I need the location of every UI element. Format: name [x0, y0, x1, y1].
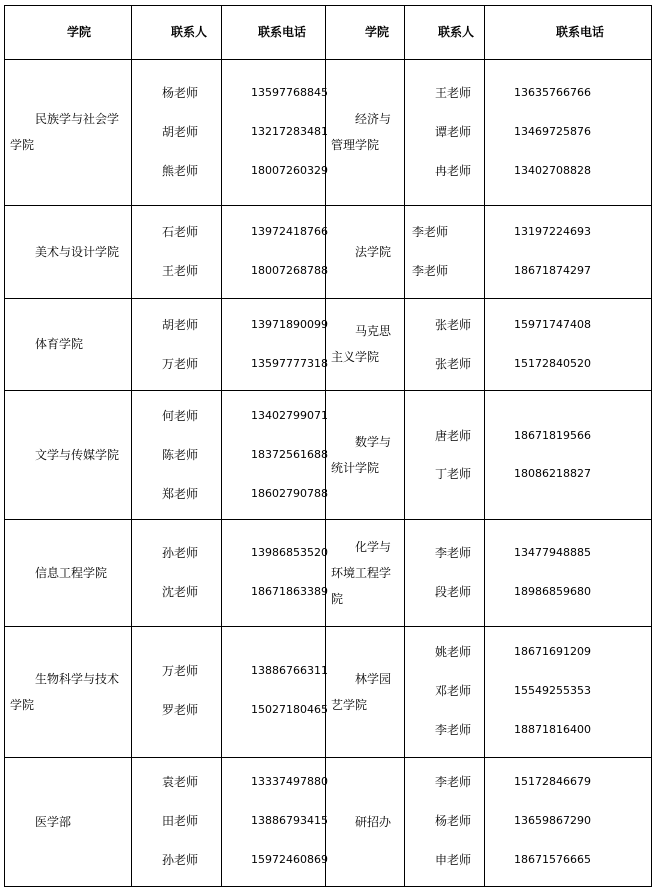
row-rule-5 [4, 519, 652, 520]
row-rule-3 [4, 298, 652, 299]
row-rule-6 [4, 626, 652, 627]
col-rule-4 [404, 5, 405, 887]
contact-name: 万老师 [162, 664, 199, 678]
row-rule-8 [4, 886, 652, 887]
col-rule-2 [221, 5, 222, 887]
contact-name: 孙老师 [162, 546, 199, 560]
header-college-right: 学院 [365, 25, 390, 39]
contact-name: 丁老师 [435, 467, 472, 481]
contact-name: 李老师 [412, 264, 449, 278]
contact-name: 石老师 [162, 225, 199, 239]
contact-name: 杨老师 [162, 86, 199, 100]
contact-phone: 13337497880 [251, 775, 328, 788]
contact-phone: 15971747408 [514, 318, 591, 331]
college-name: 研招办 [355, 814, 392, 829]
row-rule-2 [4, 205, 652, 206]
contact-phone: 18007268788 [251, 264, 328, 277]
header-contact-right: 联系人 [438, 25, 475, 39]
contact-phone: 15027180465 [251, 703, 328, 716]
college-name: 经济与 [355, 112, 392, 126]
header-contact: 联系人 [171, 25, 208, 39]
contact-name: 王老师 [162, 264, 199, 278]
contact-phone: 15172846679 [514, 775, 591, 788]
college-name: 院 [331, 591, 344, 606]
college-name: 美术与设计学院 [35, 244, 120, 259]
contact-phone: 13886793415 [251, 814, 328, 827]
contact-name: 谭老师 [435, 125, 472, 139]
college-name: 化学与 [355, 539, 392, 554]
college-name: 数学与 [355, 434, 392, 449]
contact-name: 姚老师 [435, 645, 472, 659]
contact-phone: 13217283481 [251, 125, 328, 138]
contact-phone: 13402708828 [514, 164, 591, 177]
contact-name: 陈老师 [162, 448, 199, 462]
contact-phone: 15972460869 [251, 853, 328, 866]
header-phone-right: 联系电话 [556, 25, 605, 39]
college-name: 文学与传媒学院 [35, 447, 120, 462]
contact-phone: 13886766311 [251, 664, 328, 677]
col-rule-0 [4, 5, 5, 887]
contact-phone: 18871816400 [514, 723, 591, 736]
contact-name: 李老师 [435, 723, 472, 737]
contact-name: 万老师 [162, 357, 199, 371]
contact-phone: 18671863389 [251, 585, 328, 598]
college-name: 医学部 [35, 814, 72, 829]
contact-name: 唐老师 [435, 429, 472, 443]
college-name: 管理学院 [331, 138, 380, 152]
contact-phone: 18602790788 [251, 487, 328, 500]
college-name: 马克思 [355, 324, 392, 338]
contact-phone: 15172840520 [514, 357, 591, 370]
contact-phone: 13477948885 [514, 546, 591, 559]
contact-phone: 13197224693 [514, 225, 591, 238]
contact-phone: 18671576665 [514, 853, 591, 866]
contact-phone: 13986853520 [251, 546, 328, 559]
contact-name: 张老师 [435, 357, 472, 371]
contact-name: 孙老师 [162, 853, 199, 867]
college-name: 民族学与社会学 [35, 112, 120, 126]
contact-phone: 13972418766 [251, 225, 328, 238]
college-name: 体育学院 [35, 337, 84, 351]
contact-name: 郑老师 [162, 487, 199, 501]
header-phone: 联系电话 [258, 25, 307, 39]
contact-phone: 13597768845 [251, 86, 328, 99]
contact-phone: 18671874297 [514, 264, 591, 277]
col-rule-6 [651, 5, 652, 887]
contact-phone: 13469725876 [514, 125, 591, 138]
row-rule-0 [4, 5, 652, 6]
contact-phone: 13659867290 [514, 814, 591, 827]
contact-name: 何老师 [162, 409, 199, 423]
college-name: 艺学院 [331, 697, 368, 712]
contact-name: 袁老师 [162, 775, 199, 789]
row-rule-4 [4, 390, 652, 391]
contact-name: 张老师 [435, 318, 472, 332]
college-name: 信息工程学院 [35, 565, 108, 580]
header-college: 学院 [67, 25, 92, 39]
college-name: 主义学院 [331, 350, 380, 364]
contact-phone: 18671691209 [514, 645, 591, 658]
contact-name: 李老师 [435, 775, 472, 789]
col-rule-1 [131, 5, 132, 887]
contact-phone: 15549255353 [514, 684, 591, 697]
contact-name: 罗老师 [162, 703, 199, 717]
contact-name: 段老师 [435, 585, 472, 599]
contact-name: 沈老师 [162, 585, 199, 599]
col-rule-5 [484, 5, 485, 887]
contact-name: 王老师 [435, 86, 472, 100]
contact-phone: 18986859680 [514, 585, 591, 598]
contact-phone: 18086218827 [514, 467, 591, 480]
contact-phone: 13635766766 [514, 86, 591, 99]
college-name: 林学园 [355, 671, 392, 686]
contact-phone: 13971890099 [251, 318, 328, 331]
college-name: 生物科学与技术 [35, 671, 120, 686]
contact-phone: 18372561688 [251, 448, 328, 461]
college-name: 学院 [10, 138, 35, 152]
college-name: 学院 [10, 697, 35, 712]
contact-phone: 13597777318 [251, 357, 328, 370]
contact-phone: 13402799071 [251, 409, 328, 422]
contact-name: 熊老师 [162, 164, 199, 178]
college-name: 法学院 [355, 244, 392, 259]
contact-name: 申老师 [435, 853, 472, 867]
contact-name: 李老师 [435, 546, 472, 560]
college-name: 统计学院 [331, 460, 380, 475]
contact-name: 胡老师 [162, 318, 199, 332]
contact-name: 田老师 [162, 814, 199, 828]
contact-name: 冉老师 [435, 164, 472, 178]
contact-name: 李老师 [412, 225, 449, 239]
contact-name: 杨老师 [435, 814, 472, 828]
contact-phone: 18007260329 [251, 164, 328, 177]
contact-phone: 18671819566 [514, 429, 591, 442]
row-rule-1 [4, 59, 652, 60]
row-rule-7 [4, 757, 652, 758]
college-name: 环境工程学 [331, 565, 392, 580]
contact-name: 邓老师 [435, 684, 472, 698]
contact-name: 胡老师 [162, 125, 199, 139]
